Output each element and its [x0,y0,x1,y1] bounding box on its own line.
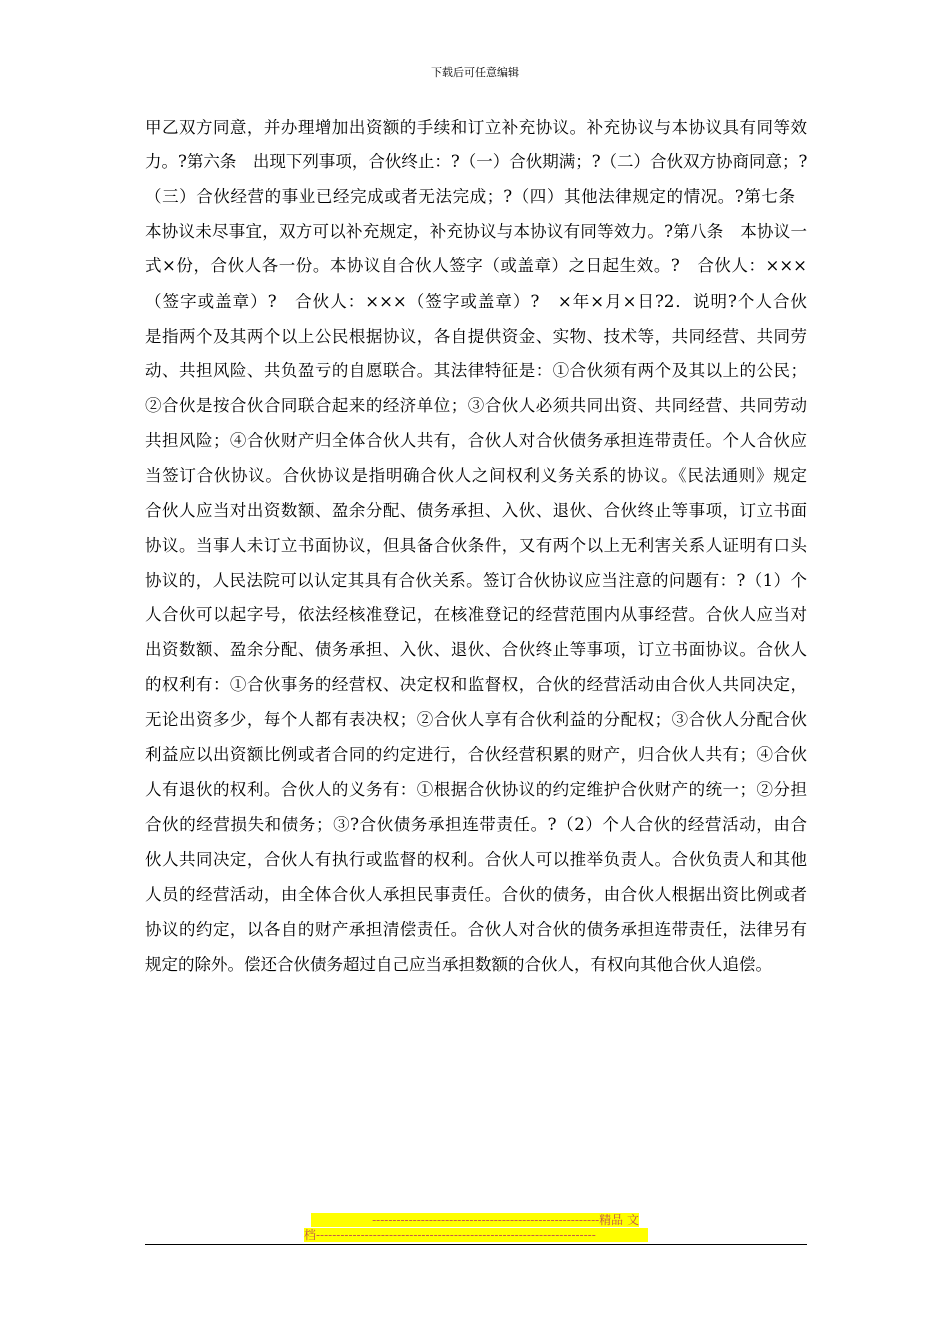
body-line: 式×份，合伙人各一份。本协议自合伙人签字（或盖章）之日起生效。? 合伙人：××× [145,256,807,275]
body-line: 协议的，人民法院可以认定其具有合伙关系。签订合伙协议应当注意的问题有：?（1）个 [145,571,807,590]
body-line: 当签订合伙协议。合伙协议是指明确合伙人之间权利义务关系的协议。《民法通则》规定 [145,466,807,485]
footer-rule [145,1244,807,1245]
body-line: 出资数额、盈余分配、债务承担、入伙、退伙、合伙终止等事项，订立书面协议。合伙人 [145,640,807,659]
body-line: 人合伙可以起字号，依法经核准登记，在核准登记的经营范围内从事经营。合伙人应当对 [145,605,807,624]
body-line: 的权利有：①合伙事务的经营权、决定权和监督权，合伙的经营活动由合伙人共同决定， [145,675,807,694]
body-line: 甲乙双方同意，并办理增加出资额的手续和订立补充协议。补充协议与本协议具有同等效 [145,118,807,137]
body-line: 伙人共同决定，合伙人有执行或监督的权利。合伙人可以推举负责人。合伙负责人和其他 [145,850,807,869]
footer-highlight-line-2: 档--------------------------------------------------------------------- [304,1228,648,1242]
body-line: （签字或盖章）? 合伙人：×××（签字或盖章）? ×年×月×日?2．说明?个人合伙 [145,292,807,311]
body-line: 规定的除外。偿还合伙债务超过自己应当承担数额的合伙人，有权向其他合伙人追偿。 [145,955,772,974]
footer-highlight-line-1: --------------------------------------------------------精品 文 [311,1213,639,1227]
body-line: 协议。当事人未订立书面协议，但具备合伙条件，又有两个以上无利害关系人证明有口头 [145,536,807,555]
page-header: 下载后可任意编辑 [431,66,519,79]
body-line: 协议的约定，以各自的财产承担清偿责任。合伙人对合伙的债务承担连带责任，法律另有 [145,920,807,939]
body-line: 合伙人应当对出资数额、盈余分配、债务承担、入伙、退伙、合伙终止等事项，订立书面 [145,501,807,520]
body-line: 人员的经营活动，由全体合伙人承担民事责任。合伙的债务，由合伙人根据出资比例或者 [145,885,807,904]
body-line: 合伙的经营损失和债务；③?合伙债务承担连带责任。?（2）个人合伙的经营活动，由合 [145,815,807,834]
body-line: 动、共担风险、共负盈亏的自愿联合。其法律特征是：①合伙须有两个及其以上的公民； [145,361,807,380]
body-line: 利益应以出资额比例或者合同的约定进行，合伙经营积累的财产，归合伙人共有；④合伙 [145,745,807,764]
body-line: 是指两个及其两个以上公民根据协议，各自提供资金、实物、技术等，共同经营、共同劳 [145,327,807,346]
body-line: 本协议未尽事宜，双方可以补充规定，补充协议与本协议有同等效力。?第八条 本协议一 [145,222,807,241]
body-line: 力。?第六条 出现下列事项，合伙终止：?（一）合伙期满；?（二）合伙双方协商同意；? [145,152,808,171]
body-line: ②合伙是按合伙合同联合起来的经济单位；③合伙人必须共同出资、共同经营、共同劳动 [145,396,807,415]
body-line: 人有退伙的权利。合伙人的义务有：①根据合伙协议的约定维护合伙财产的统一；②分担 [145,780,807,799]
body-line: （三）合伙经营的事业已经完成或者无法完成；?（四）其他法律规定的情况。?第七条 [145,187,795,206]
body-line: 共担风险；④合伙财产归全体合伙人共有，合伙人对合伙债务承担连带责任。个人合伙应 [145,431,807,450]
body-line: 无论出资多少，每个人都有表决权；②合伙人享有合伙利益的分配权；③合伙人分配合伙 [145,710,807,729]
